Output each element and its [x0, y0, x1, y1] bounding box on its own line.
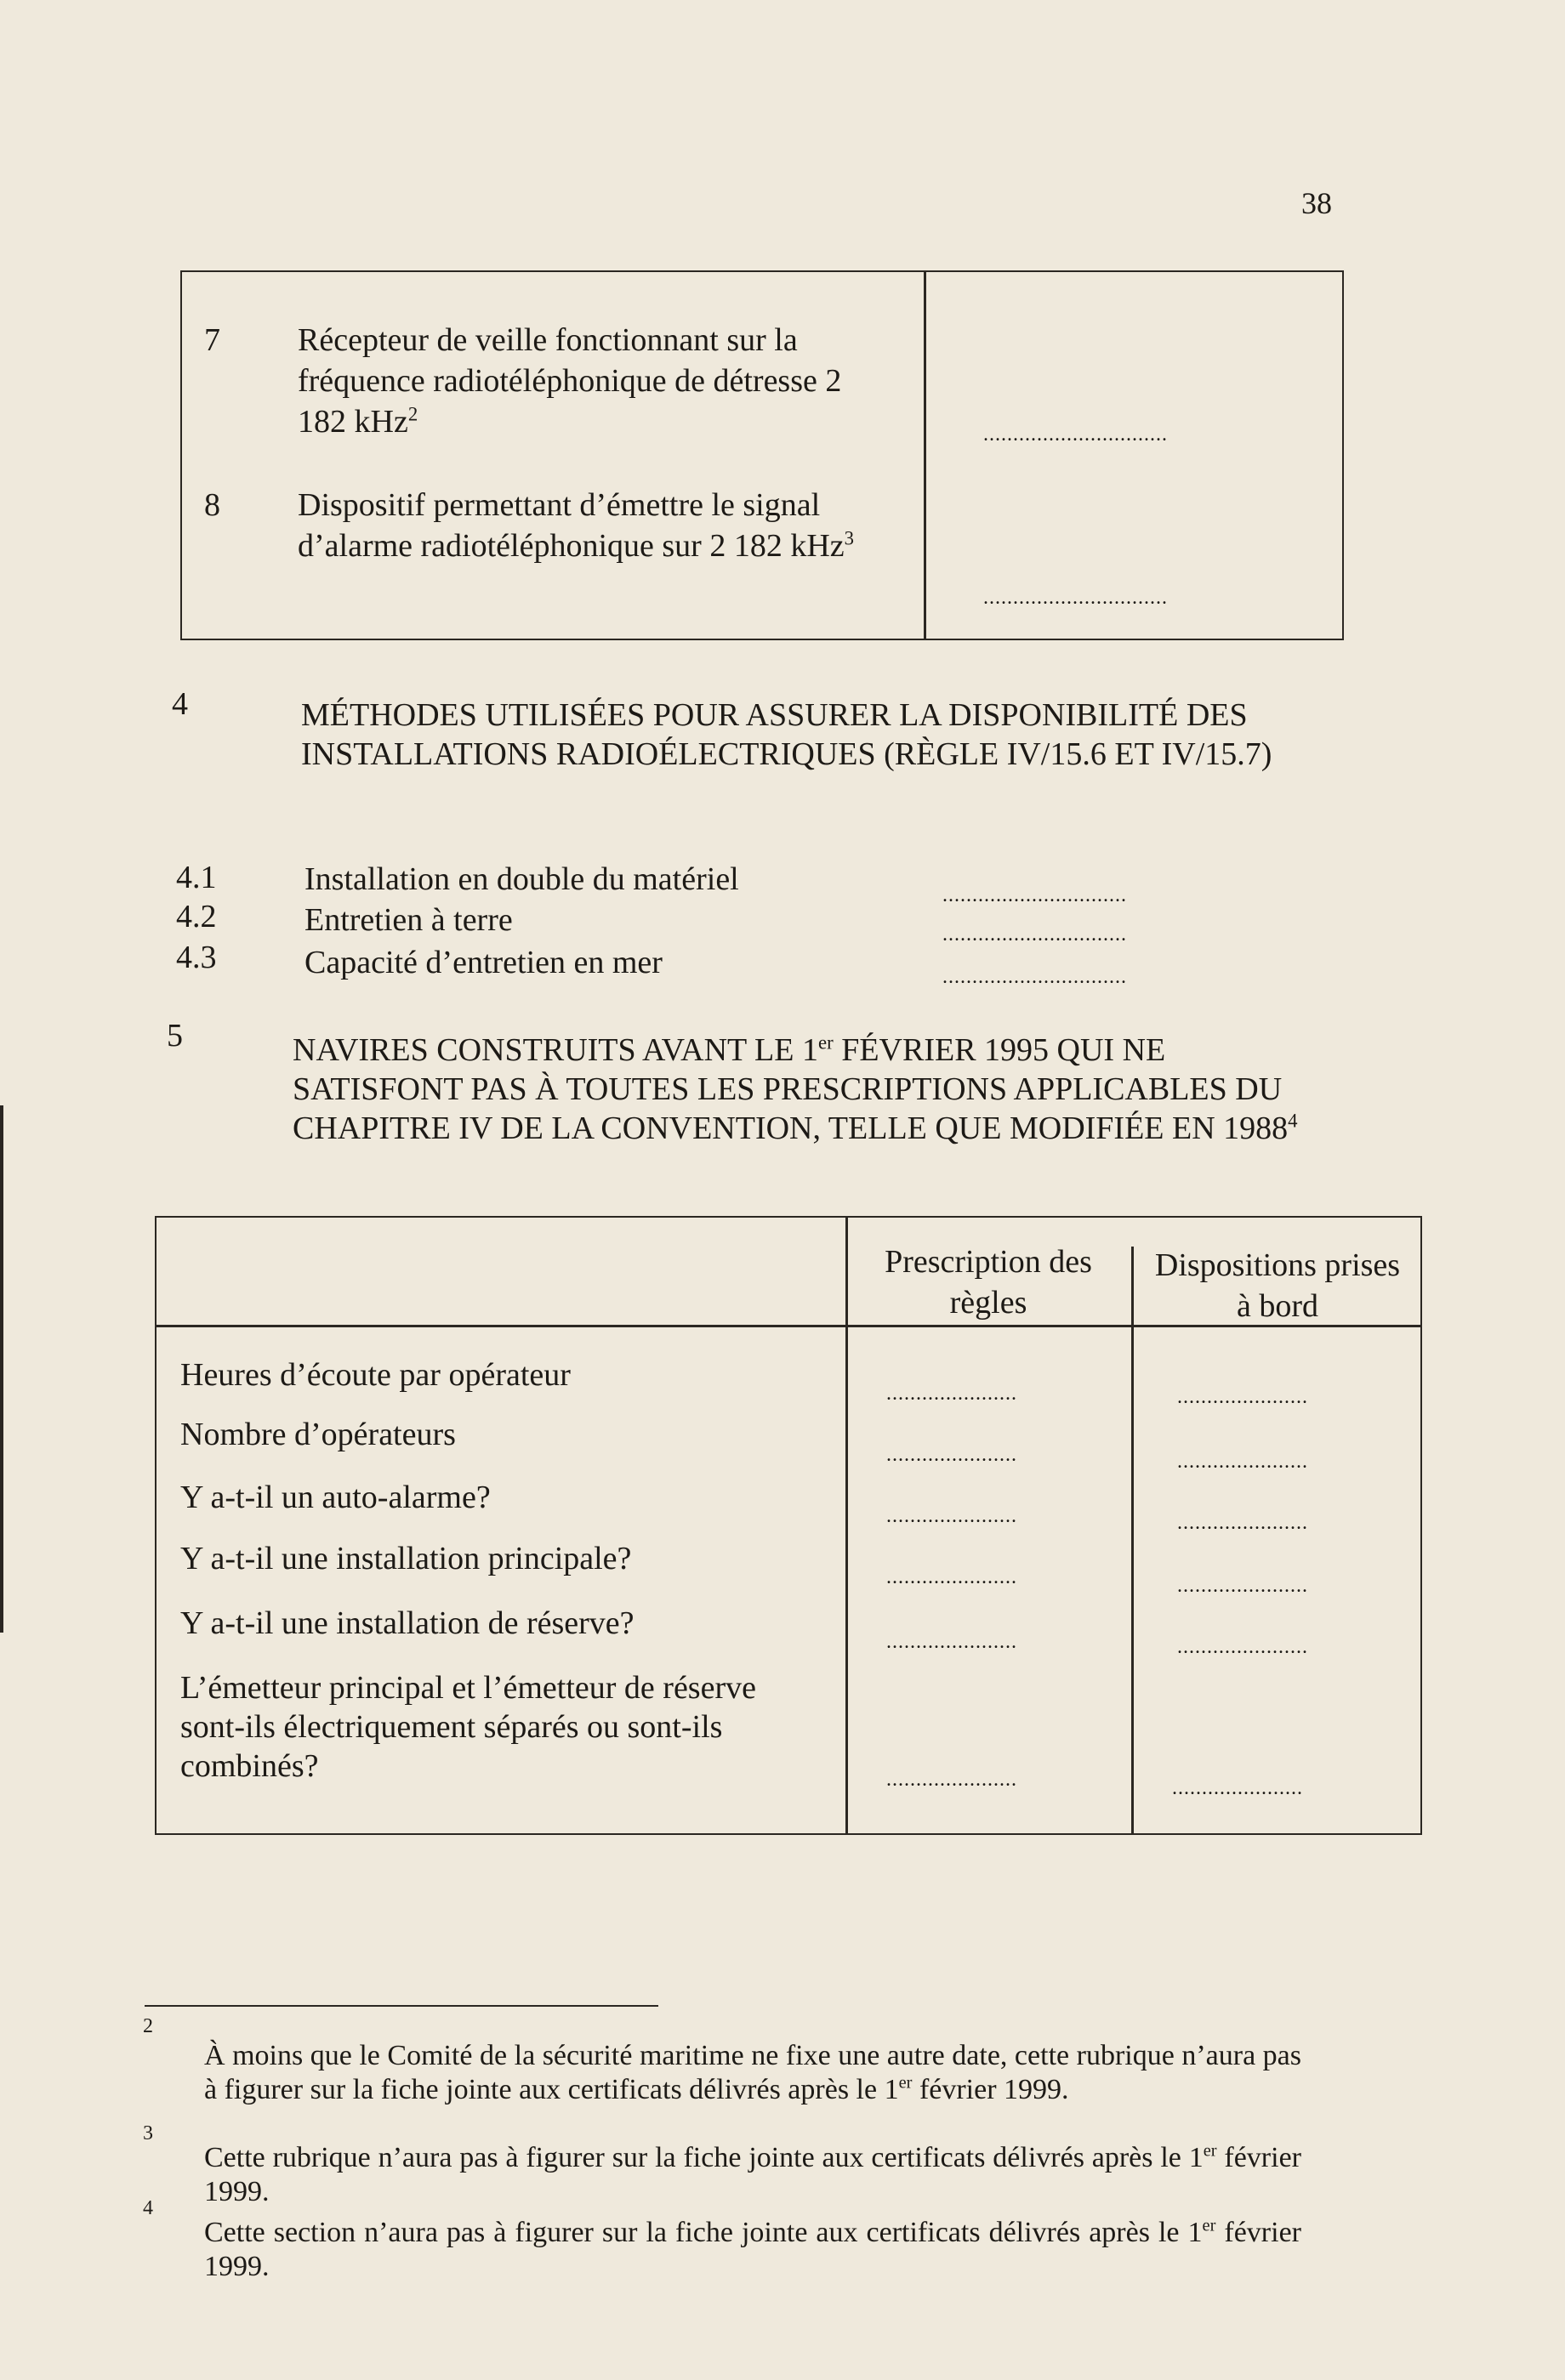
entry-dots: ......................	[886, 1769, 1017, 1791]
section-number: 4	[172, 686, 188, 722]
row-text-body: Récepteur de veille fonctionnant sur la fréquence radiotéléphonique de détresse 2 182 kHz	[298, 322, 842, 440]
footnote-mark: 4	[143, 2197, 153, 2219]
footnote-mark: 2	[143, 2015, 153, 2037]
item-number: 4.1	[176, 860, 217, 895]
entry-dots: ...............................	[983, 423, 1168, 446]
section-title: MÉTHODES UTILISÉES POUR ASSURER LA DISPONIBILITÉ DES INSTALLATIONS RADIOÉLECTRIQUES (RÈGLE IV/15.6 ET IV/15.7)	[301, 697, 1272, 772]
table-column-divider	[1131, 1247, 1134, 1835]
column-header-prescription: Prescription des règles	[885, 1244, 1092, 1321]
table-row: Heures d’écoute par opérateur	[180, 1357, 571, 1393]
row-number: 7	[204, 322, 220, 358]
entry-dots: ......................	[886, 1631, 1017, 1653]
item-number: 4.2	[176, 899, 217, 934]
entry-dots: ......................	[886, 1566, 1017, 1588]
item-text: Capacité d’entretien en mer	[304, 945, 663, 980]
table-row: L’émetteur principal et l’émetteur de réserve sont-ils électriquement séparés ou sont-ils combinés?	[180, 1670, 756, 1784]
entry-dots: ......................	[886, 1505, 1017, 1527]
ordinal-sup: er	[817, 1031, 834, 1054]
item-text: Installation en double du matériel	[304, 861, 739, 897]
footnote-ref: 2	[407, 403, 418, 425]
footnote-ref: 3	[844, 527, 855, 549]
entry-dots: ......................	[1177, 1451, 1308, 1473]
footnote-tail: février 1999.	[204, 2142, 1301, 2207]
footnote-text	[204, 2039, 1301, 2107]
table-column-divider	[845, 1216, 848, 1835]
item-number: 4.3	[176, 940, 217, 975]
footnote-rule	[145, 2005, 658, 2007]
section-title	[293, 1031, 1313, 1148]
entry-dots: ......................	[886, 1444, 1017, 1466]
ordinal-sup: er	[898, 2073, 913, 2093]
item-text: Entretien à terre	[304, 902, 513, 938]
page-number: 38	[1301, 186, 1332, 220]
table-row: Y a-t-il un auto-alarme?	[180, 1480, 491, 1515]
operators-table	[155, 1216, 1422, 1835]
entry-dots: ......................	[1177, 1512, 1308, 1534]
table-row: Y a-t-il une installation de réserve?	[180, 1605, 635, 1641]
row-text-body: Dispositif permettant d’émettre le signal d’alarme radiotéléphonique sur 2 182 kHz	[298, 487, 845, 564]
footnote-tail: février 1999.	[204, 2217, 1301, 2282]
ordinal-sup: er	[1203, 2141, 1217, 2161]
footnote-mark: 3	[143, 2122, 153, 2144]
table-row: Nombre d’opérateurs	[180, 1417, 456, 1452]
radio-equipment-table	[180, 270, 1344, 640]
entry-dots: ......................	[1177, 1386, 1308, 1408]
column-header-dispositions: Dispositions prises à bord	[1154, 1247, 1401, 1324]
footnote-body: Cette rubrique n’aura pas à figurer sur la fiche jointe aux certificats délivrés après le 1	[204, 2142, 1204, 2173]
entry-dots: ......................	[886, 1383, 1017, 1405]
entry-dots: ......................	[1172, 1777, 1303, 1799]
entry-dots: ...............................	[942, 884, 1127, 906]
footnote-text	[204, 2141, 1301, 2209]
table-row: Y a-t-il une installation principale?	[180, 1541, 632, 1576]
entry-dots: ......................	[1177, 1575, 1308, 1597]
entry-dots: ...............................	[942, 923, 1127, 946]
row-text	[298, 485, 893, 566]
footnote-tail: février 1999.	[912, 2074, 1069, 2105]
entry-dots: ...............................	[983, 587, 1168, 609]
entry-dots: ......................	[1177, 1636, 1308, 1658]
page-edge	[0, 1105, 3, 1633]
entry-dots: ...............................	[942, 966, 1127, 988]
table-divider	[924, 272, 926, 639]
section-number: 5	[167, 1018, 183, 1054]
footnote-body: Cette section n’aura pas à figurer sur la fiche jointe aux certificats délivrés après le 1	[204, 2217, 1203, 2248]
footnote-text	[204, 2216, 1301, 2284]
row-text	[298, 320, 893, 442]
section-title-part: FÉVRIER 1995 QUI NE SATISFONT PAS À TOUTES LES PRESCRIPTIONS APPLICABLES DU CHAPITRE IV DE LA CONVENTION, TELLE QUE MODIFIÉE EN 1988	[293, 1032, 1289, 1146]
ordinal-sup: er	[1202, 2216, 1216, 2235]
row-number: 8	[204, 487, 220, 523]
footnote-ref: 4	[1288, 1110, 1298, 1132]
footnote-body: À moins que le Comité de la sécurité maritime ne fixe une autre date, cette rubrique n’aura pas à figurer sur la fiche jointe aux certificats délivrés après le 1	[204, 2040, 1301, 2105]
section-title-part: NAVIRES CONSTRUITS AVANT LE 1	[293, 1032, 818, 1068]
